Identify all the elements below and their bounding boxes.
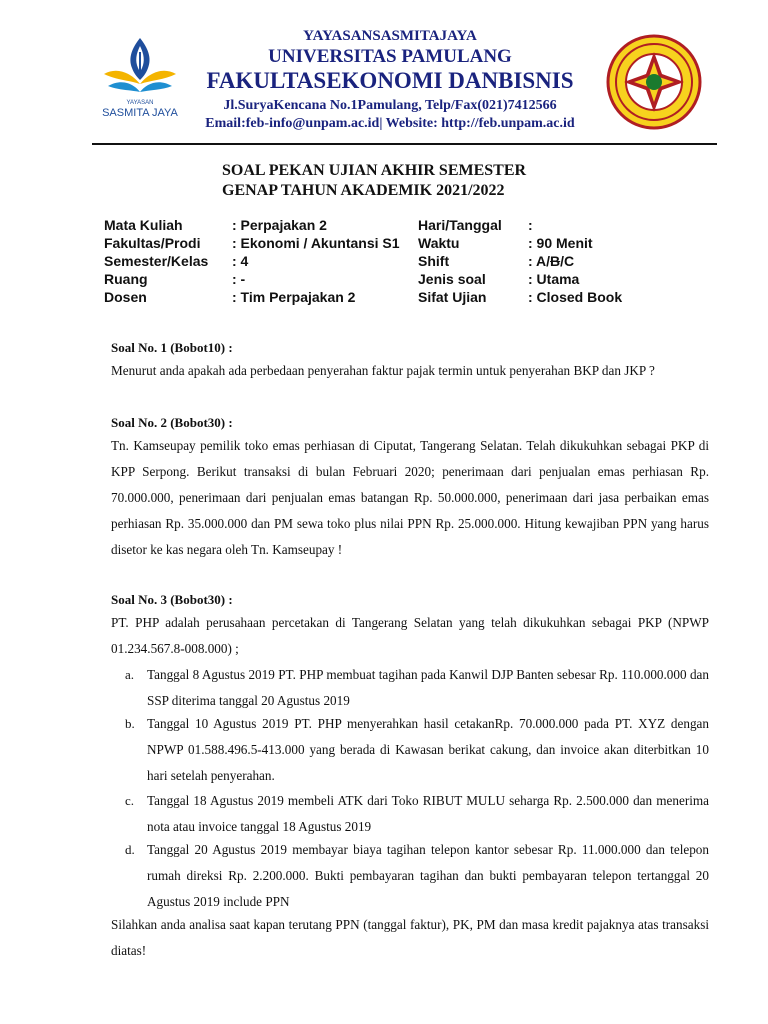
item-text: Tanggal 18 Agustus 2019 membeli ATK dari Toko RIBUT MULU seharga Rp. 2.500.000 dan menerima nota atau invoice tanggal 18 Agustus 2019 bbox=[147, 793, 709, 834]
info-label: Fakultas/Prodi bbox=[104, 235, 201, 251]
yayasan-sasmita-jaya-logo bbox=[98, 34, 182, 122]
question-1-heading: Soal No. 1 (Bobot10) : bbox=[111, 340, 233, 355]
info-label: Waktu bbox=[418, 235, 460, 251]
info-label: Ruang bbox=[104, 271, 148, 287]
info-label: Mata Kuliah bbox=[104, 217, 183, 233]
foundation-name: YAYASANSASMITAJAYA bbox=[303, 28, 477, 44]
question-2-text: Tn. Kamseupay pemilik toko emas perhiasan di Ciputat, Tangerang Selatan. Telah dikukuhkan sebagai PKP di KPP Serpong. Berikut transaksi di bulan Februari 2020; penerimaan dari penjualan emas perhiasan Rp. 70.000.000, penerimaan dari penjualan emas batangan Rp. 50.000.000, penerimaan dari jasa perbaikan emas perhiasan Rp. 35.000.000 dan PM sewa toko plus nilai PPN Rp. 25.000.000. Hitung kewajiban PPN yang harus disetor ke kas negara oleh Tn. Kamseupay ! bbox=[111, 438, 709, 557]
info-value: : Ekonomi / Akuntansi S1 bbox=[232, 235, 400, 251]
faculty-name: FAKULTASEKONOMI DANBISNIS bbox=[206, 68, 574, 93]
info-value: : 4 bbox=[232, 253, 249, 269]
address-line: Jl.SuryaKencana No.1Pamulang, Telp/Fax(021)7412566 bbox=[223, 98, 557, 113]
shift-struck-option: B bbox=[550, 253, 561, 269]
item-label: a. bbox=[125, 667, 135, 682]
shift-value bbox=[528, 253, 574, 269]
universitas-pamulang-seal bbox=[606, 34, 702, 130]
contact-line: Email:feb-info@unpam.ac.id| Website: http://feb.unpam.ac.id bbox=[205, 116, 575, 131]
info-label: Sifat Ujian bbox=[418, 289, 487, 305]
shift-prefix: : A/ bbox=[528, 253, 551, 269]
question-3-closing: Silahkan anda analisa saat kapan terutang PPN (tanggal faktur), PK, PM dan masa kredit pajaknya atas transaksi diatas! bbox=[111, 917, 709, 958]
exam-subtitle: GENAP TAHUN AKADEMIK 2021/2022 bbox=[222, 182, 505, 199]
info-label: Semester/Kelas bbox=[104, 253, 209, 269]
header-divider bbox=[92, 143, 717, 145]
question-3-heading: Soal No. 3 (Bobot30) : bbox=[111, 592, 233, 607]
university-seal-icon bbox=[606, 34, 702, 130]
logo-caption-big: SASMITA JAYA bbox=[102, 107, 178, 119]
info-label: Jenis soal bbox=[418, 271, 486, 287]
info-value: : Perpajakan 2 bbox=[232, 217, 327, 233]
question-2-heading: Soal No. 2 (Bobot30) : bbox=[111, 415, 233, 430]
university-name: UNIVERSITAS PAMULANG bbox=[268, 46, 512, 67]
info-value: : Closed Book bbox=[528, 289, 623, 305]
logo-caption-small: YAYASAN bbox=[126, 100, 154, 106]
info-value: : bbox=[528, 217, 533, 233]
info-value: : - bbox=[232, 271, 246, 287]
exam-title: SOAL PEKAN UJIAN AKHIR SEMESTER bbox=[222, 162, 527, 179]
item-text: Tanggal 8 Agustus 2019 PT. PHP membuat tagihan pada Kanwil DJP Banten sebesar Rp. 110.000.000 dan SSP diterima tanggal 20 Agustus 2019 bbox=[147, 667, 709, 708]
item-label: b. bbox=[125, 716, 135, 731]
item-label: d. bbox=[125, 842, 135, 857]
info-label: Hari/Tanggal bbox=[418, 217, 502, 233]
shift-suffix: /C bbox=[560, 253, 575, 269]
question-1-text: Menurut anda apakah ada perbedaan penyerahan faktur pajak termin untuk penyerahan BKP dan JKP ? bbox=[111, 363, 655, 378]
sasmita-jaya-emblem-icon bbox=[98, 34, 182, 104]
info-value: : 90 Menit bbox=[528, 235, 593, 251]
info-value: : Utama bbox=[528, 271, 580, 287]
item-text: Tanggal 20 Agustus 2019 membayar biaya tagihan telepon kantor sebesar Rp. 11.000.000 dan telepon rumah direksi Rp. 2.200.000. Bukti pembayaran tagihan dan bukti pembayaran telepon tertanggal 20 Agustus 2019 include PPN bbox=[147, 842, 709, 909]
info-label: Shift bbox=[418, 253, 450, 269]
item-label: c. bbox=[125, 793, 135, 808]
info-label: Dosen bbox=[104, 289, 147, 305]
question-3-intro: PT. PHP adalah perusahaan percetakan di Tangerang Selatan yang telah dikukuhkan sebagai PKP (NPWP 01.234.567.8-008.000) ; bbox=[111, 615, 709, 656]
item-text: Tanggal 10 Agustus 2019 PT. PHP menyerahkan hasil cetakanRp. 70.000.000 pada PT. XYZ dengan NPWP 01.588.496.5-413.000 yang berada di Kawasan berikat cakung, dan invoice akan diterbitkan 10 hari setelah penyerahan. bbox=[147, 716, 709, 783]
info-value: : Tim Perpajakan 2 bbox=[232, 289, 356, 305]
